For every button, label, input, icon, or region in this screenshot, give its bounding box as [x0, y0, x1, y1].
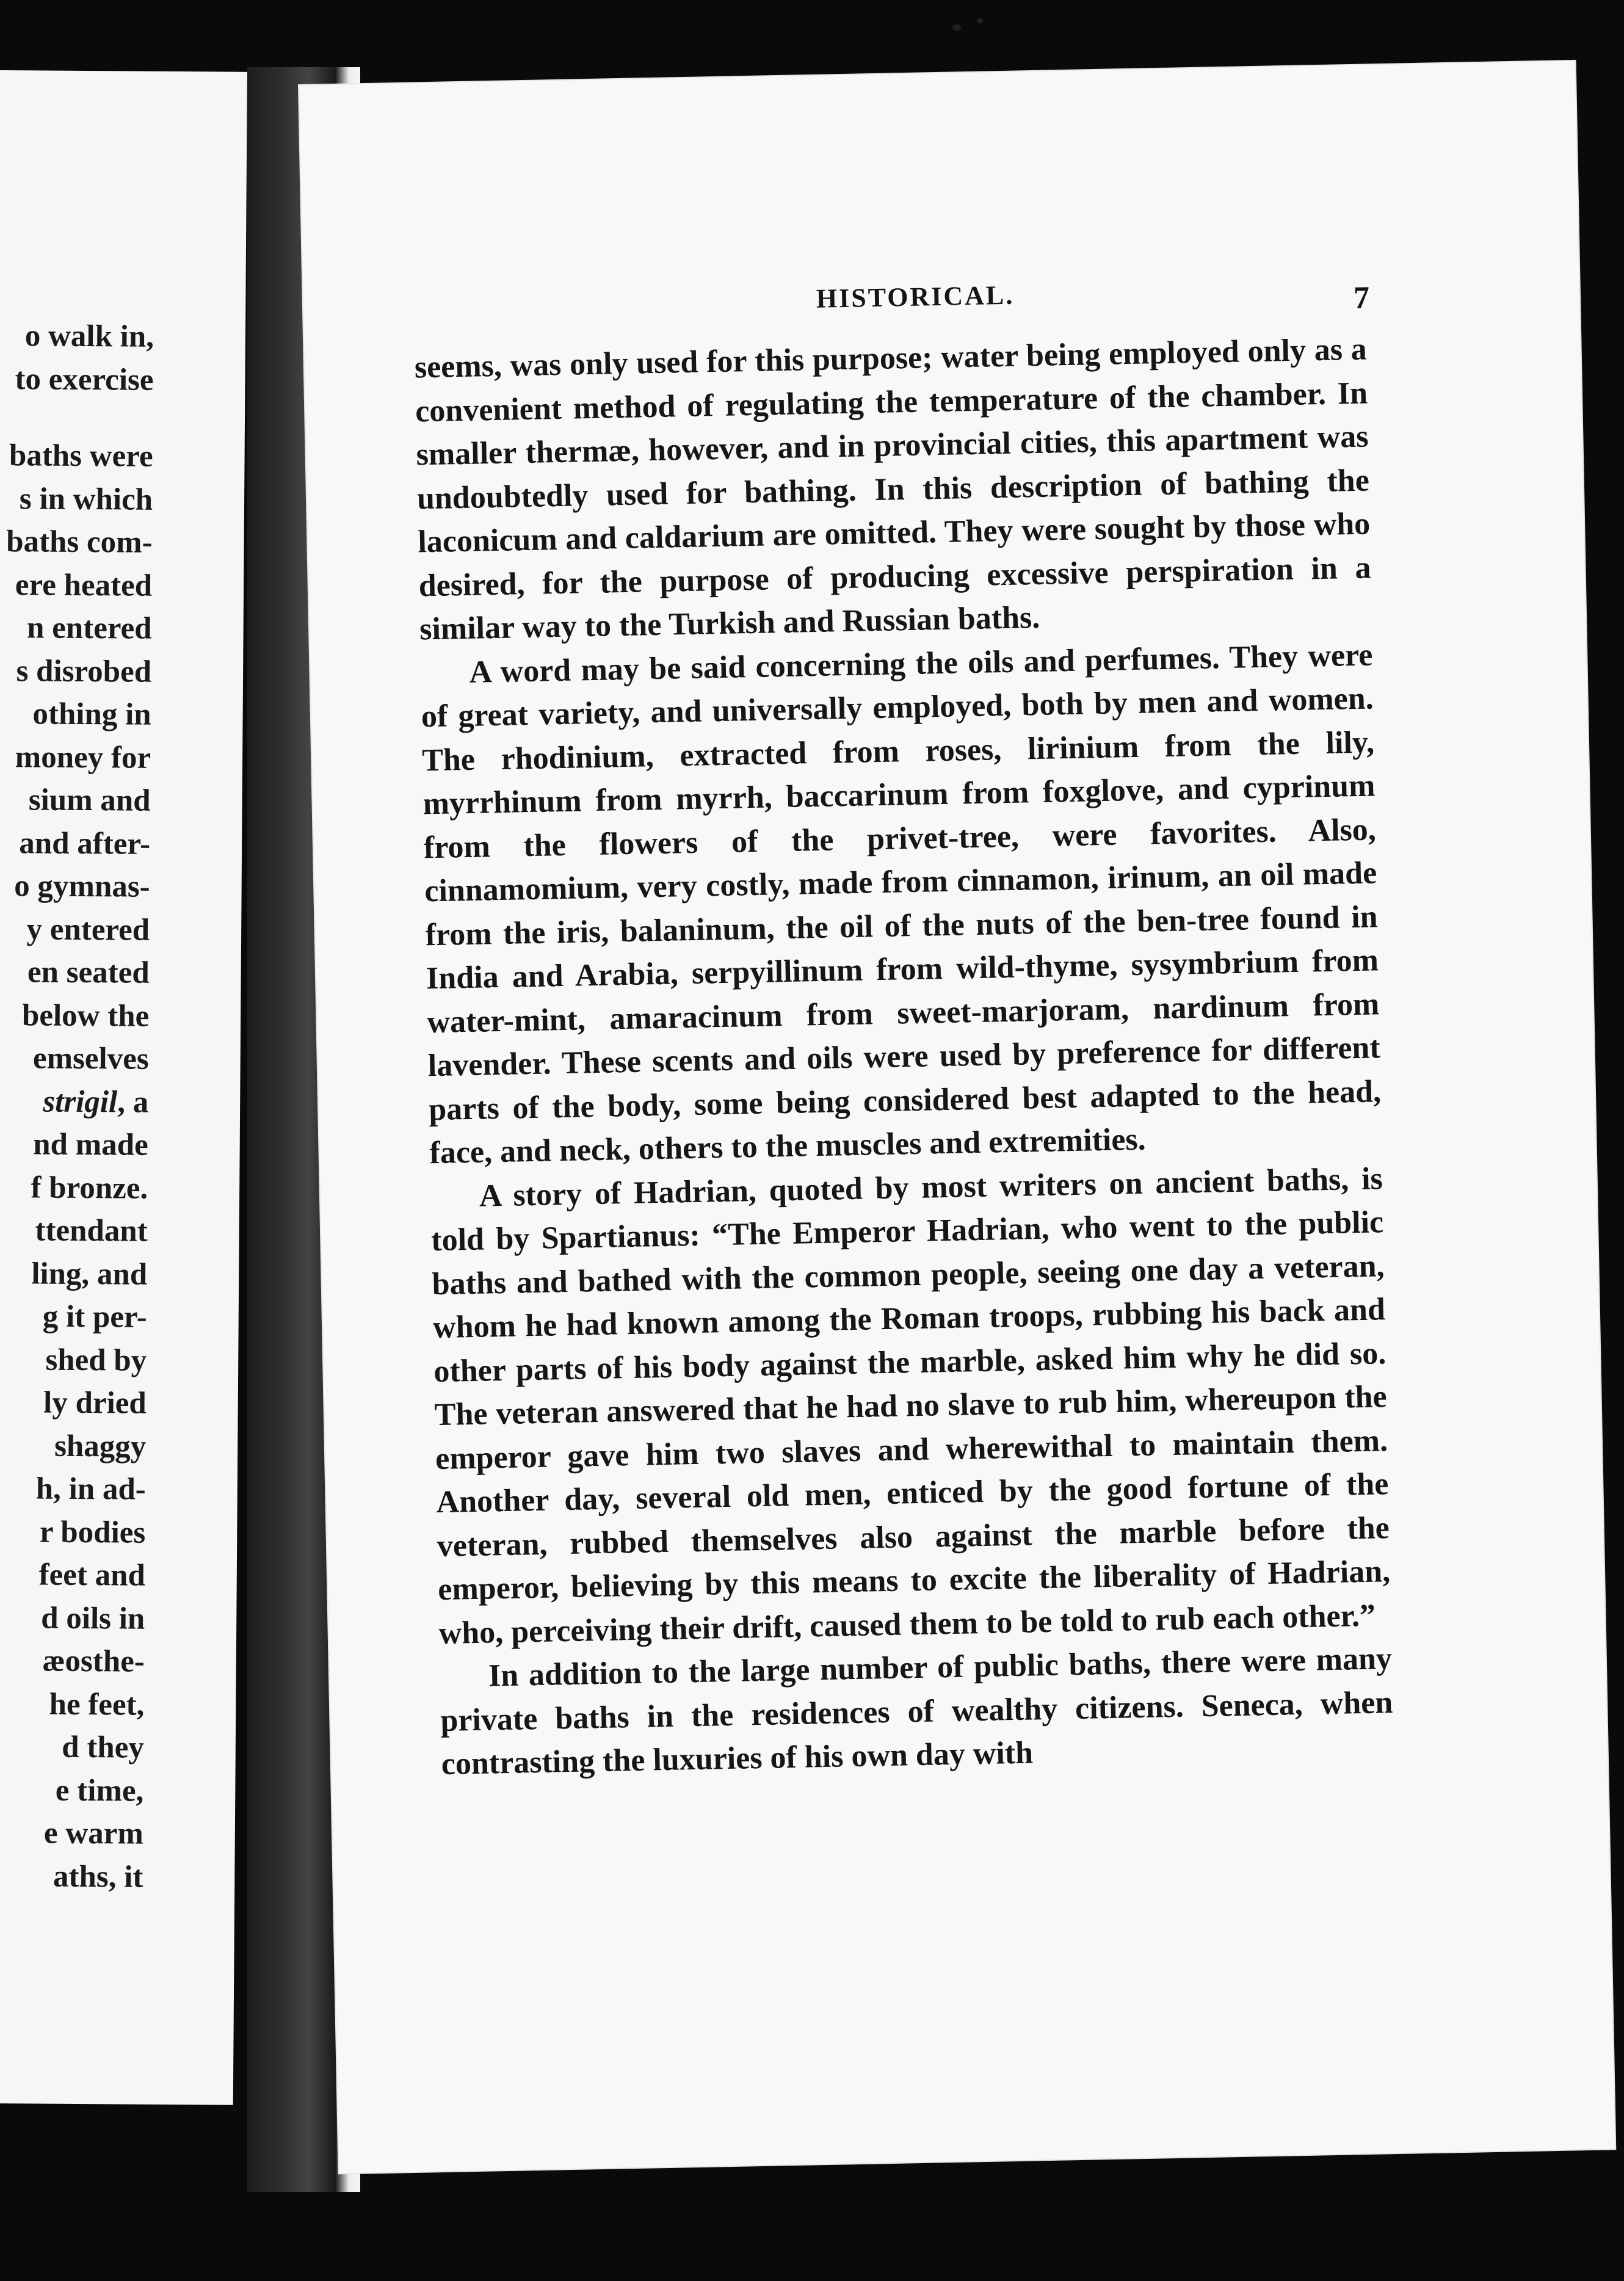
left-page-line: feet and [38, 1558, 145, 1593]
left-page-line: money for [15, 739, 151, 775]
left-page-line: g it per- [42, 1299, 147, 1335]
left-page-line: o gymnas- [14, 869, 150, 904]
left-page-line: r bodies [39, 1515, 146, 1550]
left-page-line: ling, and [31, 1256, 148, 1292]
body-text [414, 328, 1394, 1786]
left-page-line: s in which [19, 481, 153, 517]
left-page-line: ere heated [15, 567, 153, 603]
running-head: HISTORICAL. [816, 280, 1015, 314]
left-facing-page [0, 70, 247, 2105]
left-page-line: ly dried [43, 1385, 147, 1421]
left-page-line: below the [21, 998, 150, 1034]
left-page-line: strigil, a [43, 1084, 149, 1120]
paragraph: A story of Hadrian, quoted by most writers on ancient baths, is told by Spartianus: “The Emperor Hadrian, who went to the public baths and bathed with the common people, seeing one day a veteran, whom he had known among the Roman troops, rubbing his back and other parts of his body against the marble, asked him why he did so. The veteran answered that he had no slave to rub him, whereupon the emperor gave him two slaves and wherewithal to maintain them. Another day, several old men, enticed by the good fortune of the veteran, rubbed themselves also against the marble before the emperor, believing by this means to excite the liberality of Hadrian, who, perceiving their drift, caused them to be told to rub each other.” [430, 1161, 1391, 1651]
paragraph: seems, was only used for this purpose; water being employed only as a convenient method of regulating the temperature of the chamber. In smaller thermæ, however, and in provincial cities, this apartment was undoubtedly used for bathing. In this description of bathing the laconicum and caldarium are omitted. They were sought by those who desired, for the purpose of producing excessive perspiration in a similar way to the Turkish and Russian baths. [414, 332, 1372, 647]
scan-speck [977, 18, 983, 23]
left-page-line: baths com- [5, 524, 153, 560]
left-page-line: he feet, [49, 1687, 145, 1722]
left-page-line: shed by [45, 1343, 147, 1378]
left-page-line: shaggy [54, 1429, 147, 1464]
left-page-line: and after- [19, 825, 151, 861]
scan-speck [952, 24, 961, 31]
left-page-line: sium and [28, 783, 151, 818]
right-page [299, 61, 1615, 2173]
left-page-line: e time, [55, 1773, 144, 1808]
left-page-line: s disrobed [16, 653, 152, 689]
left-page-line: en seated [27, 955, 150, 990]
left-page-line: o walk in, [24, 319, 154, 354]
page-number: 7 [1353, 280, 1370, 316]
left-page-line: othing in [32, 697, 151, 732]
left-page-line: æosthe- [42, 1644, 145, 1679]
left-page-line: emselves [32, 1041, 149, 1076]
left-page-line: y entered [26, 912, 150, 948]
left-page-line: h, in ad- [35, 1471, 146, 1507]
left-page-line: d they [62, 1730, 145, 1765]
left-page-line: n entered [26, 611, 152, 646]
left-page-line: nd made [33, 1127, 148, 1162]
left-page-line: ttendant [35, 1213, 148, 1249]
paragraph: In addition to the large number of public baths, there were many private baths in the residences of wealthy citizens. Seneca, when contrasting the luxuries of his own day with [440, 1641, 1393, 1782]
left-page-line: aths, it [53, 1859, 143, 1895]
left-page-line: baths were [9, 438, 153, 474]
left-page-line: to exercise [15, 361, 154, 397]
left-page-line: e warm [43, 1816, 144, 1851]
left-page-line: d oils in [41, 1601, 145, 1636]
paragraph: A word may be said concerning the oils and perfumes. They were of great variety, and universally employed, both by men and women. The rhodinium, extracted from roses, lirinium from the lily, myrrhinum from myrrh, baccarinum from foxglove, and cyprinum from the flowers of the privet-tree, were favorites. Also, cinnamomium, very costly, made from cinnamon, irinum, an oil made from the iris, balaninum, the oil of the nuts of the ben-tree found in India and Arabia, serpyillinum from wild-thyme, sysymbrium from water-mint, amaracinum from sweet-marjoram, nardinum from lavender. These scents and oils were used by preference for different parts of the body, some being considered best adapted to the head, face, and neck, others to the muscles and extremities. [421, 637, 1382, 1171]
left-page-line: f bronze. [31, 1170, 148, 1206]
